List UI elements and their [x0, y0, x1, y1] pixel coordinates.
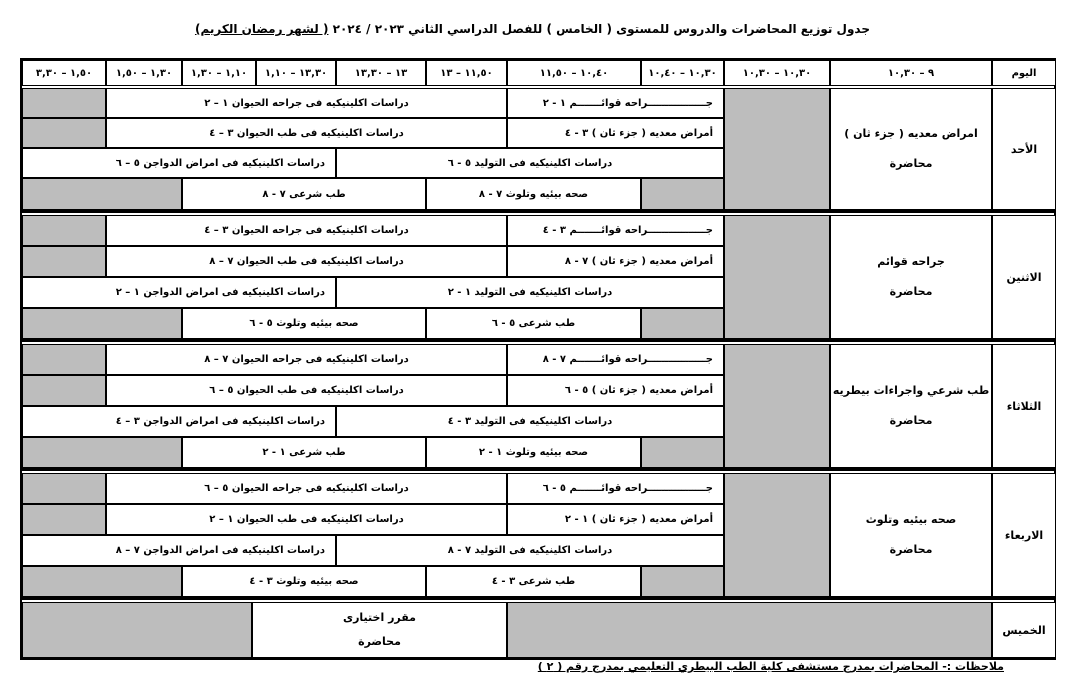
tuesday-r4-gap-left	[22, 437, 182, 468]
sunday-r4-left: طب شرعى ٧ - ٨	[182, 178, 426, 210]
wednesday-r4-gap-left	[22, 566, 182, 597]
elective-type: محاضرة	[358, 635, 401, 648]
tuesday-r2-gap	[22, 375, 106, 406]
header-slot-8: ١,١٠ – ١,٣٠	[182, 60, 256, 86]
header-slot-1: ٩ – ١٠,٣٠	[830, 60, 992, 86]
wednesday-separator	[22, 597, 1054, 600]
monday-r3-left: دراسات اكلينيكيه فى امراض الدواجن ١ – ٢	[22, 277, 336, 308]
lecture-subject: جراحه قوائم	[877, 255, 945, 268]
monday-r2-gap	[22, 246, 106, 277]
day-sunday: الأحد	[992, 88, 1056, 210]
wednesday-r4-left: صحه بيئيه وتلوث ٣ - ٤	[182, 566, 426, 597]
sunday-lecture	[830, 88, 992, 210]
day-thursday: الخميس	[992, 602, 1056, 658]
sunday-r2-right: أمراض معديه ( جزء ثان ) ٣ - ٤	[507, 118, 724, 148]
sunday-r2-gap	[22, 118, 106, 148]
tuesday-r3-right: دراسات اكلينيكيه فى التوليد ٣ - ٤	[336, 406, 724, 437]
thursday-elective	[252, 602, 507, 658]
monday-r4-gap-left	[22, 308, 182, 339]
sunday-r1-left: دراسات اكلينيكيه فى جراحه الحيوان ١ – ٢	[106, 88, 507, 118]
header-slot-6: ١٣ – ١٣,٣٠	[336, 60, 426, 86]
tuesday-r4-left: طب شرعى ١ - ٢	[182, 437, 426, 468]
notes: ملاحظات :- المحاضرات بمدرج مستشفى كلية الطب البيطري التعليمي بمدرج رقم ( ٢ )	[537, 660, 1004, 673]
monday-r4-gap-right	[641, 308, 724, 339]
monday-break	[724, 215, 830, 339]
day-wednesday: الاربعاء	[992, 473, 1056, 597]
header-slot-9: ١,٣٠ – ١,٥٠	[106, 60, 182, 86]
tuesday-r4-right: صحه بيئيه وتلوث ١ - ٢	[426, 437, 641, 468]
lecture-type: محاضرة	[889, 543, 933, 556]
header-slot-7: ١٣,٣٠ – ١,١٠	[256, 60, 336, 86]
header-slot-5: ١١,٥٠ – ١٣	[426, 60, 507, 86]
tuesday-r2-left: دراسات اكلينيكيه فى طب الحيوان ٥ – ٦	[106, 375, 507, 406]
wednesday-r2-right: أمراض معديه ( جزء ثان ) ١ - ٢	[507, 504, 724, 535]
tuesday-lecture	[830, 344, 992, 468]
header-day: اليوم	[992, 60, 1056, 86]
tuesday-separator	[22, 468, 1054, 471]
elective-subject: مقرر اختيارى	[343, 611, 416, 624]
monday-r1-right: جـــــــــــــــــراحه قوائـــــــم ٣ - ٤	[507, 215, 724, 246]
wednesday-break	[724, 473, 830, 597]
schedule-title: جدول توزيع المحاضرات والدروس للمستوى ( الخامس ) للفصل الدراسي الثاني ٢٠٢٣ / ٢٠٢٤	[332, 22, 871, 36]
lecture-type: محاضرة	[889, 414, 933, 427]
wednesday-r3-left: دراسات اكلينيكيه فى امراض الدواجن ٧ – ٨	[22, 535, 336, 566]
monday-r4-left: صحه بيئيه وتلوث ٥ - ٦	[182, 308, 426, 339]
wednesday-r4-right: طب شرعى ٣ - ٤	[426, 566, 641, 597]
monday-r1-gap	[22, 215, 106, 246]
lecture-type: محاضرة	[889, 285, 933, 298]
monday-r3-right: دراسات اكلينيكيه فى التوليد ١ - ٢	[336, 277, 724, 308]
lecture-subject: صحه بيئيه وتلوث	[865, 513, 957, 526]
wednesday-r2-left: دراسات اكلينيكيه فى طب الحيوان ١ – ٢	[106, 504, 507, 535]
header-slot-3: ١٠,٣٠ – ١٠,٤٠	[641, 60, 724, 86]
tuesday-r1-gap	[22, 344, 106, 375]
sunday-r3-left: دراسات اكلينيكيه فى امراض الدواجن ٥ – ٦	[22, 148, 336, 178]
tuesday-r3-left: دراسات اكلينيكيه فى امراض الدواجن ٣ – ٤	[22, 406, 336, 437]
day-tuesday: الثلاثاء	[992, 344, 1056, 468]
monday-r1-left: دراسات اكلينيكيه فى جراحه الحيوان ٣ – ٤	[106, 215, 507, 246]
wednesday-lecture	[830, 473, 992, 597]
monday-r4-right: طب شرعى ٥ - ٦	[426, 308, 641, 339]
wednesday-r1-gap	[22, 473, 106, 504]
sunday-r4-gap-left	[22, 178, 182, 210]
thursday-block-right	[507, 602, 992, 658]
wednesday-r1-right: جـــــــــــــــــراحه قوائـــــــم ٥ - ٦	[507, 473, 724, 504]
tuesday-r1-right: جـــــــــــــــــراحه قوائـــــــم ٧ - ٨	[507, 344, 724, 375]
sunday-r2-left: دراسات اكلينيكيه فى طب الحيوان ٣ – ٤	[106, 118, 507, 148]
tuesday-r4-gap-right	[641, 437, 724, 468]
header-slot-10: ١,٥٠ – ٣,٣٠	[22, 60, 106, 86]
sunday-r4-gap-right	[641, 178, 724, 210]
wednesday-r3-right: دراسات اكلينيكيه فى التوليد ٧ - ٨	[336, 535, 724, 566]
schedule-table	[20, 58, 1056, 660]
wednesday-r1-left: دراسات اكلينيكيه فى جراحه الحيوان ٥ – ٦	[106, 473, 507, 504]
sunday-separator	[22, 210, 1054, 213]
lecture-subject: امراض معديه ( جزء ثان )	[844, 127, 978, 140]
monday-r2-right: أمراض معديه ( جزء ثان ) ٧ - ٨	[507, 246, 724, 277]
header-slot-4: ١٠,٤٠ – ١١,٥٠	[507, 60, 641, 86]
monday-r2-left: دراسات اكلينيكيه فى طب الحيوان ٧ – ٨	[106, 246, 507, 277]
monday-lecture	[830, 215, 992, 339]
sunday-break	[724, 88, 830, 210]
lecture-subject: طب شرعي واجراءات بيطريه	[832, 384, 990, 397]
tuesday-r2-right: أمراض معديه ( جزء ثان ) ٥ - ٦	[507, 375, 724, 406]
tuesday-r1-left: دراسات اكلينيكيه فى جراحه الحيوان ٧ – ٨	[106, 344, 507, 375]
wednesday-r4-gap-right	[641, 566, 724, 597]
day-monday: الاثنين	[992, 215, 1056, 339]
sunday-r4-right: صحه بيئيه وتلوث ٧ - ٨	[426, 178, 641, 210]
header-slot-2: ١٠,٣٠ – ١٠,٣٠	[724, 60, 830, 86]
thursday-block-left	[22, 602, 252, 658]
wednesday-r2-gap	[22, 504, 106, 535]
tuesday-break	[724, 344, 830, 468]
sunday-r3-right: دراسات اكلينيكيه فى التوليد ٥ - ٦	[336, 148, 724, 178]
sunday-r1-right: جـــــــــــــــــراحه قوائـــــــم ١ - ٢	[507, 88, 724, 118]
page-title	[0, 22, 1065, 42]
sunday-r1-gap	[22, 88, 106, 118]
lecture-type: محاضرة	[889, 157, 933, 170]
ramadan-label: ( لشهر رمضان الكريم)	[194, 22, 329, 36]
monday-separator	[22, 339, 1054, 342]
